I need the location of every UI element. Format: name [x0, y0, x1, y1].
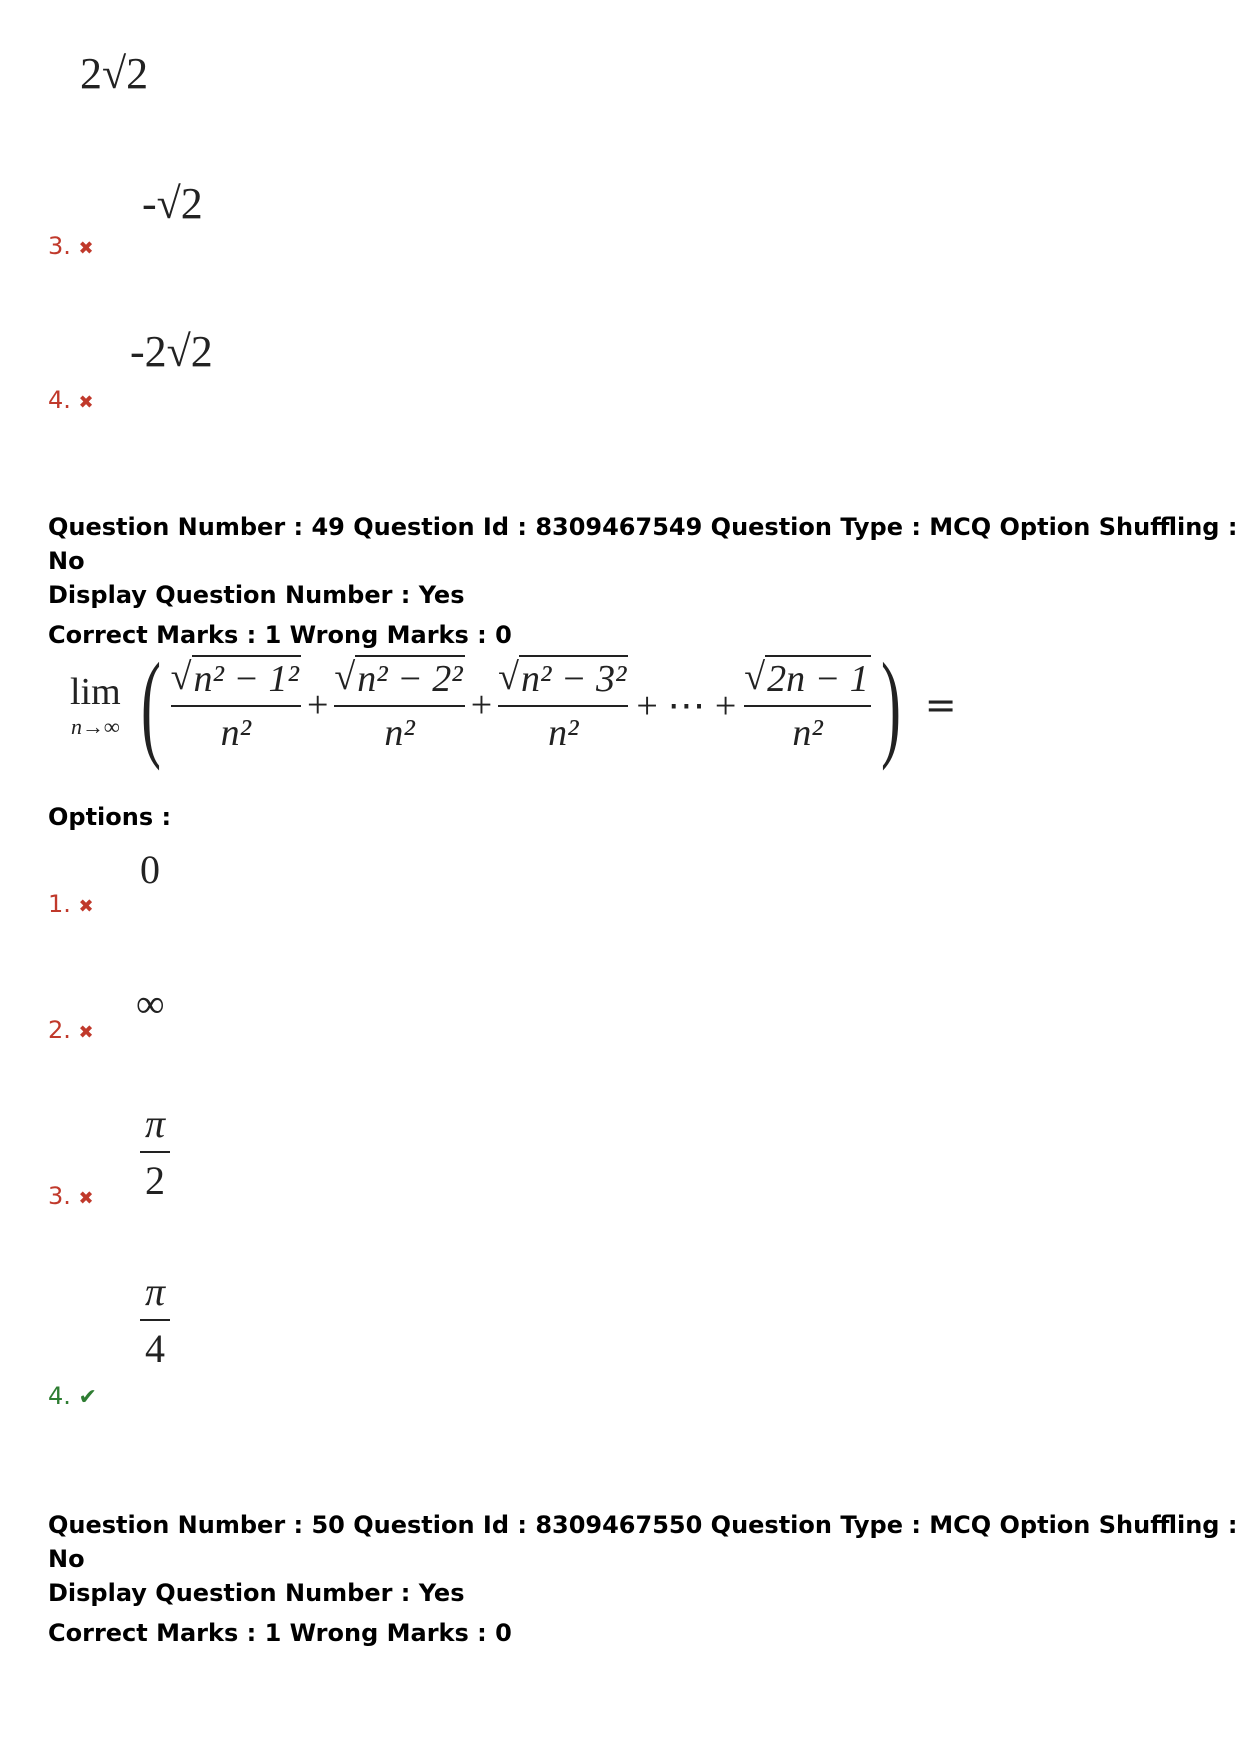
- option-3-number: 3. ✖: [48, 1182, 94, 1210]
- cross-icon: ✖: [78, 896, 94, 917]
- question-49-meta: [48, 510, 1240, 652]
- term-3: √ n² − 3² n²: [498, 656, 627, 754]
- term-last-denominator: n²: [792, 712, 823, 754]
- term-last: √ 2n − 1 n²: [744, 656, 869, 754]
- check-icon: ✔: [78, 1385, 97, 1410]
- term-2: √ n² − 2² n²: [334, 656, 463, 754]
- cross-icon: ✖: [78, 238, 94, 259]
- cross-icon: ✖: [78, 1022, 94, 1043]
- term-2-numerator: n² − 2²: [355, 655, 464, 701]
- option-2-number: 2. ✖: [48, 1016, 94, 1044]
- option-1-value: 0: [140, 847, 160, 892]
- prev-option-4-value: -2√2: [130, 327, 213, 376]
- term-1: √ n² − 1² n²: [170, 656, 299, 754]
- option-4-numerator: π: [144, 1269, 166, 1314]
- prev-option-2-value: 2√2: [80, 49, 149, 98]
- option-4-number: 4. ✔: [48, 1382, 97, 1410]
- term-2-denominator: n²: [384, 712, 415, 754]
- term-3-numerator: n² − 3²: [519, 655, 628, 701]
- question-49-meta-line1: Question Number : 49 Question Id : 8309467549 Question Type : MCQ Option Shuffling : No: [48, 513, 1238, 575]
- question-49-meta-line3: Correct Marks : 1 Wrong Marks : 0: [48, 621, 512, 649]
- prev-option-4-number: 4. ✖: [48, 386, 94, 414]
- option-4-value: [140, 1268, 170, 1372]
- cross-icon: ✖: [78, 1188, 94, 1209]
- option-3-value: [140, 1100, 170, 1204]
- plus-sign: +: [306, 684, 329, 726]
- question-50-meta-line1: Question Number : 50 Question Id : 8309467550 Question Type : MCQ Option Shuffling : No: [48, 1511, 1238, 1573]
- question-50-meta: [48, 1508, 1240, 1650]
- prev-option-3-number: 3. ✖: [48, 232, 94, 260]
- question-49-meta-line2: Display Question Number : Yes: [48, 581, 465, 609]
- lim-subscript: n→∞: [71, 714, 120, 739]
- prev-option-3-value: -√2: [142, 179, 203, 228]
- equals-sign: =: [924, 683, 957, 727]
- left-paren: (: [140, 638, 161, 771]
- question-49-formula: [70, 640, 957, 770]
- option-2-value: ∞: [136, 981, 165, 1026]
- option-3-denominator: 2: [145, 1158, 165, 1203]
- plus-sign: +: [470, 684, 493, 726]
- lim-symbol: lim: [70, 671, 121, 713]
- options-label: Options :: [48, 803, 172, 831]
- term-3-denominator: n²: [548, 712, 579, 754]
- term-last-numerator: 2n − 1: [765, 655, 871, 701]
- term-1-numerator: n² − 1²: [192, 655, 301, 701]
- term-1-denominator: n²: [220, 712, 251, 754]
- option-1-number: 1. ✖: [48, 890, 94, 918]
- ellipsis: + ⋯ +: [636, 684, 737, 727]
- right-paren: ): [880, 638, 901, 771]
- option-4-denominator: 4: [145, 1326, 165, 1371]
- question-50-meta-line2: Display Question Number : Yes: [48, 1579, 465, 1607]
- cross-icon: ✖: [78, 392, 94, 413]
- option-3-numerator: π: [144, 1101, 166, 1146]
- question-50-meta-line3: Correct Marks : 1 Wrong Marks : 0: [48, 1619, 512, 1647]
